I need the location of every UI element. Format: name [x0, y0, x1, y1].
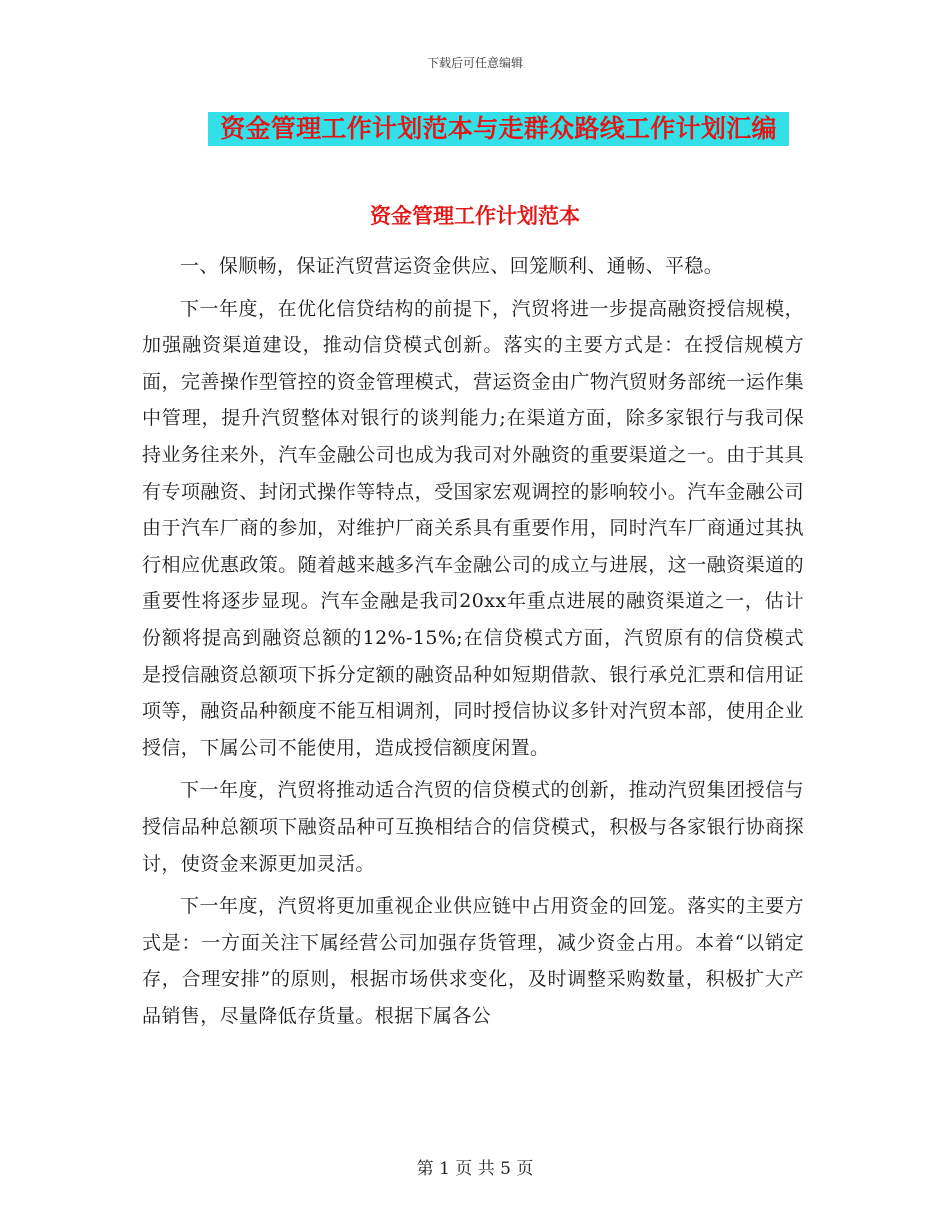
paragraph: 一、保顺畅，保证汽贸营运资金供应、回笼顺利、通畅、平稳。 [180, 255, 724, 277]
page-number-footer: 第 1 页 共 5 页 [416, 1159, 534, 1179]
paragraph: 下一年度，在优化信贷结构的前提下，汽贸将进一步提高融资授信规模，加强融资渠道建设，推动信贷模式创新。落实的主要方式是：在授信规模方面，完善操作型管控的资金管理模式，营运资金由广物汽贸财务部统一运作集中管理，提升汽贸整体对银行的谈判能力;在渠道方面，除多家银行与我司保持业务往来外，汽车金融公司也成为我司对外融资的重要渠道之一。由于其具有专项融资、封闭式操作等特点，受国家宏观调控的影响较小。汽车金融公司由于汽车厂商的参加，对维护厂商关系具有重要作用，同时汽车厂商通过其执行相应优惠政策。随着越来越多汽车金融公司的成立与进展，这一融资渠道的重要性将逐步显现。汽车金融是我司20xx年重点进展的融资渠道之一，估计份额将提高到融资总额的12%-15%;在信贷模式方面，汽贸原有的信贷模式是授信融资总额项下拆分定额的融资品种如短期借款、银行承兑汇票和信用证项等，融资品种额度不能互相调剂，同时授信协议多针对汽贸本部，使用企业授信，下属公司不能使用，造成授信额度闲置。 [142, 297, 804, 759]
paragraph: 下一年度，汽贸将更加重视企业供应链中占用资金的回笼。落实的主要方式是：一方面关注下属经营公司加强存货管理，减少资金占用。本着“以销定存，合理安排”的原则，根据市场供求变化，及时调整采购数量，积极扩大产品销售，尽量降低存货量。根据下属各公 [142, 895, 804, 1027]
document-body [142, 248, 804, 1034]
section-title: 资金管理工作计划范本 [370, 203, 580, 228]
document-title: 资金管理工作计划范本与走群众路线工作计划汇编 [208, 112, 789, 146]
paragraph: 下一年度，汽贸将推动适合汽贸的信贷模式的创新，推动汽贸集团授信与授信品种总额项下融资品种可互换相结合的信贷模式，积极与各家银行协商探讨，使资金来源更加灵活。 [142, 779, 804, 875]
header-note: 下载后可任意编辑 [426, 56, 523, 70]
